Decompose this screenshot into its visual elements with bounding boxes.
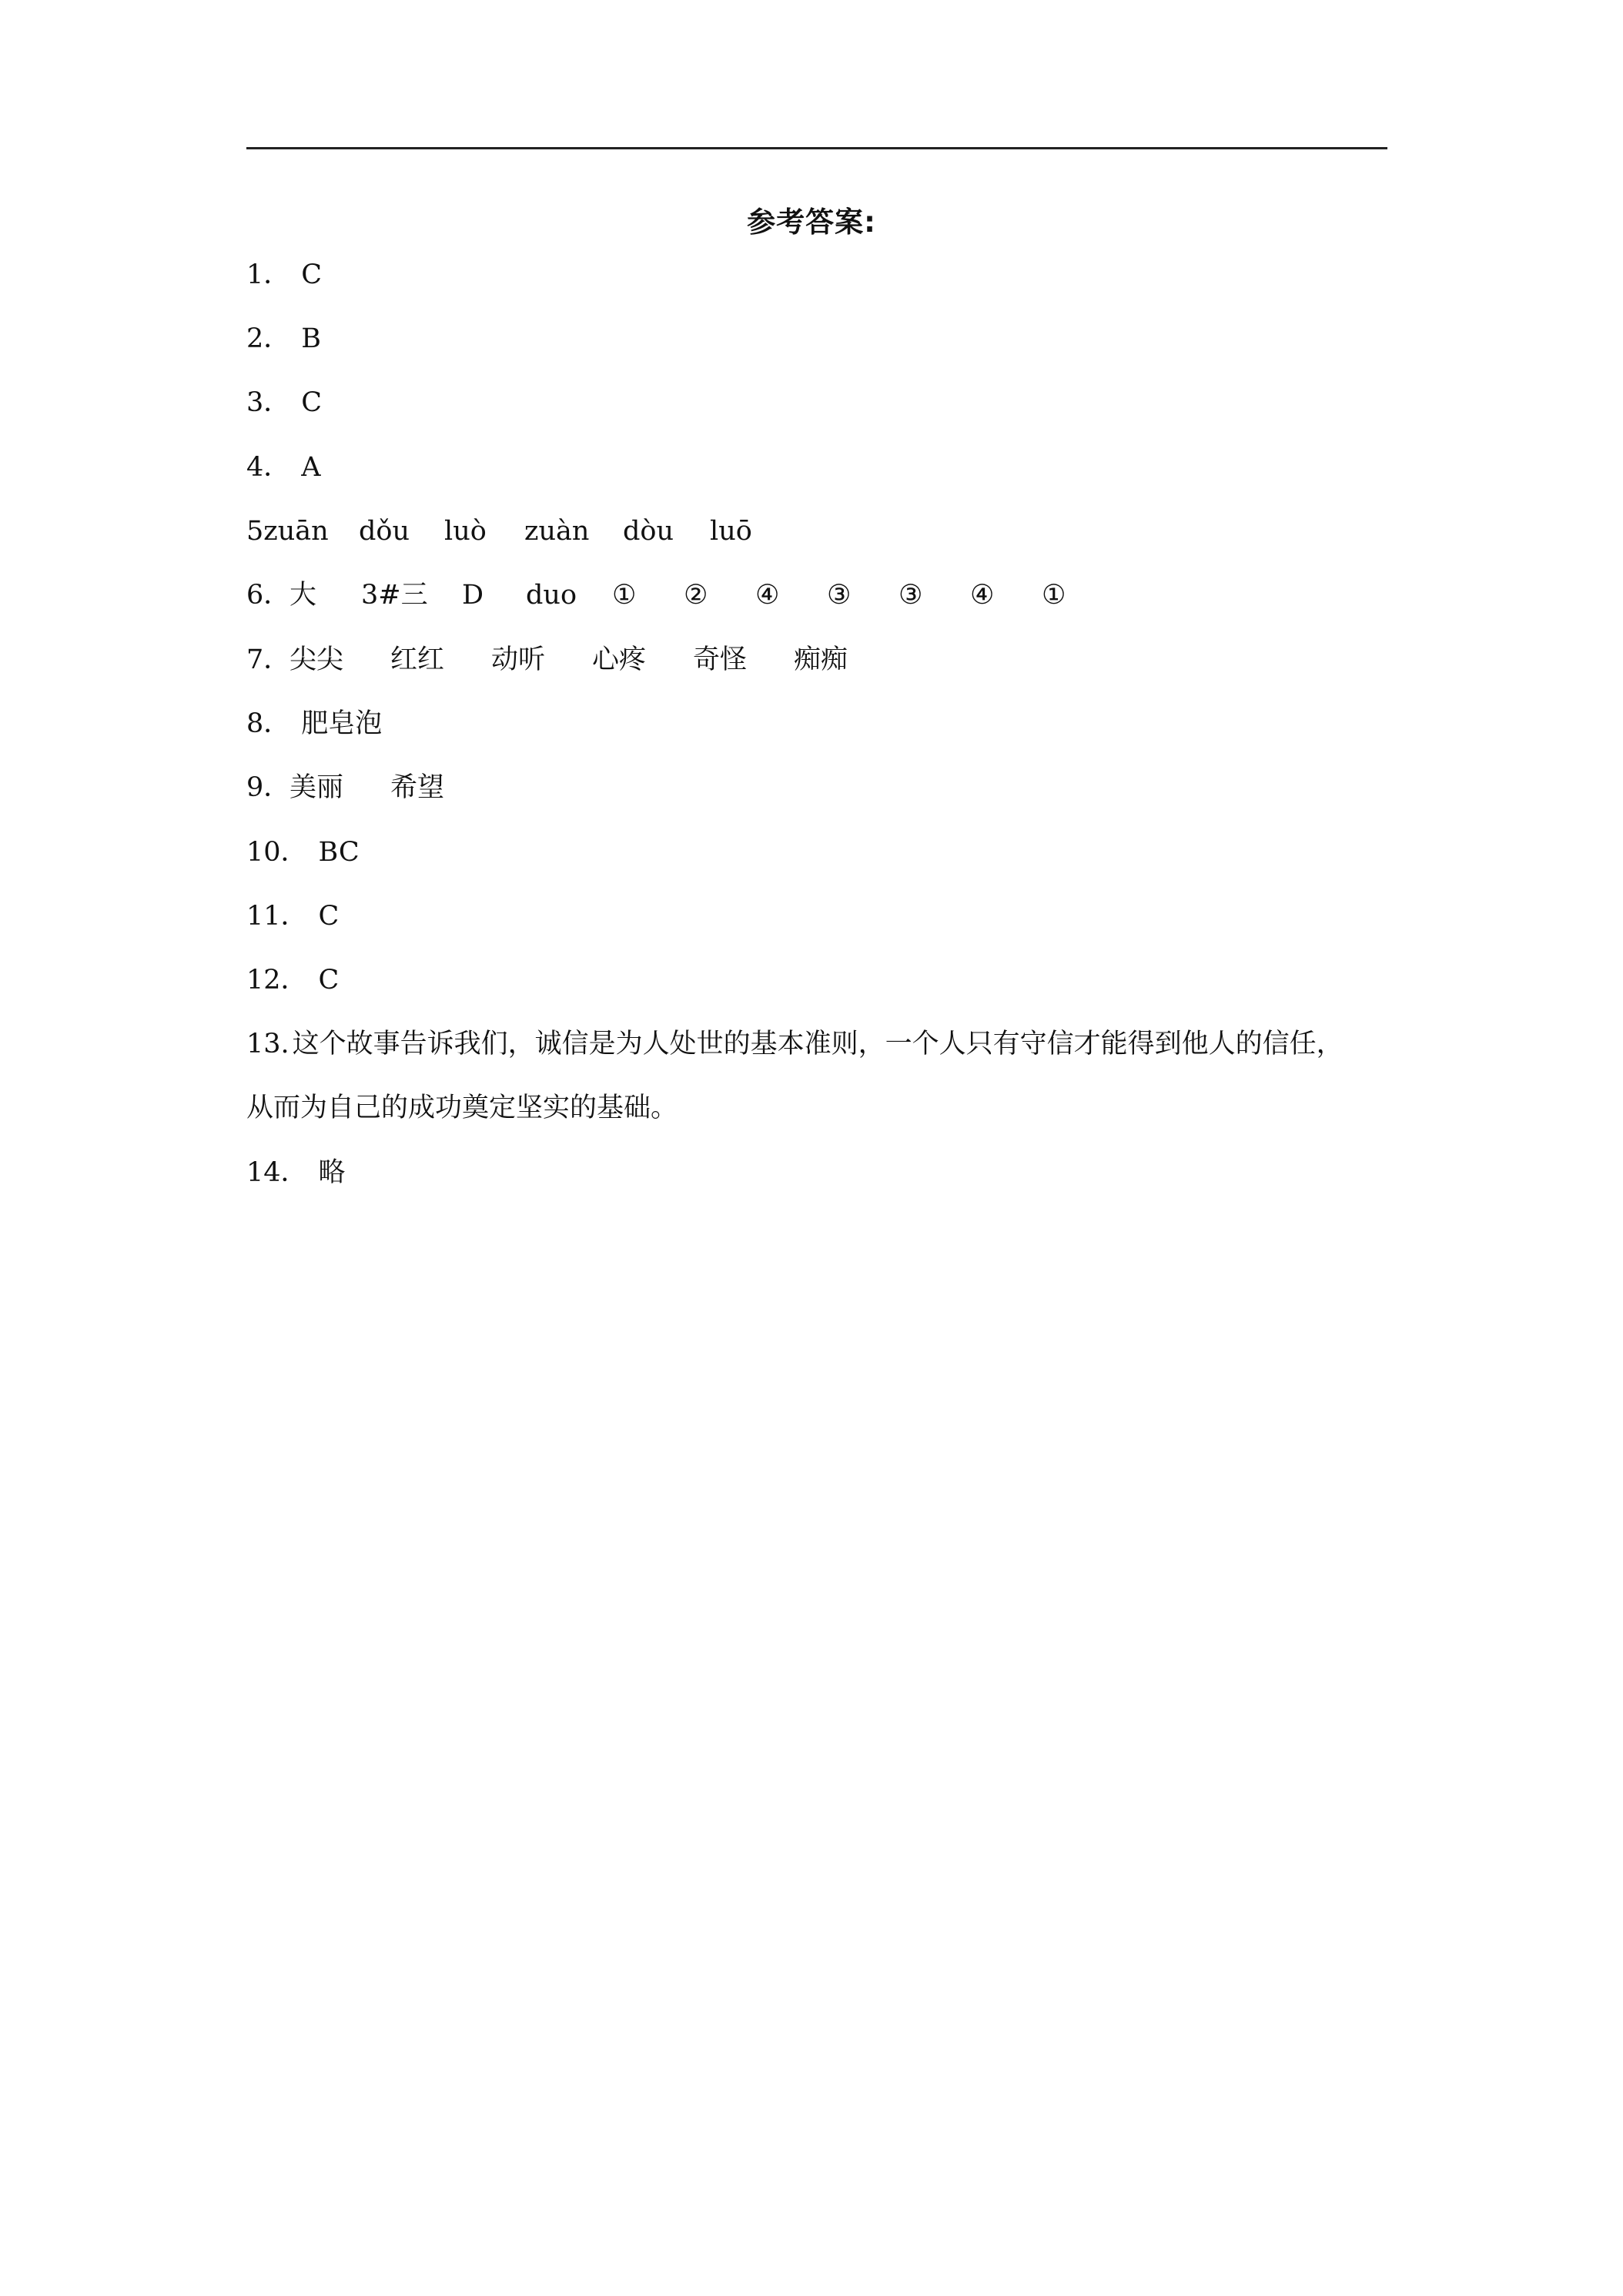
- answer-token: ③: [899, 580, 923, 611]
- answer-number: 6．: [246, 580, 291, 611]
- answer-token: 奇怪: [693, 644, 748, 675]
- answer-token: 希望: [390, 772, 445, 803]
- answer-number: 12．: [246, 965, 308, 996]
- answer-number: 1．: [246, 259, 291, 290]
- pinyin-token: luò: [444, 516, 487, 547]
- answer-token: 动听: [491, 644, 546, 675]
- answer-token: 心疼: [592, 644, 647, 675]
- answer-text: C: [301, 387, 323, 418]
- answer-text-line-1: 这个故事告诉我们，诚信是为人处世的基本准则，一个人只有守信才能得到他人的信任，: [292, 1029, 1344, 1059]
- answer-text: A: [301, 452, 321, 483]
- pinyin-token: 5zuān: [246, 516, 329, 547]
- page-title: 参考答案:: [747, 206, 876, 239]
- answer-text: C: [318, 901, 340, 932]
- answer-token: 大: [289, 580, 317, 611]
- pinyin-token: zuàn: [524, 516, 590, 547]
- answer-number: 8．: [246, 708, 291, 739]
- answer-number: 2．: [246, 323, 291, 354]
- answer-token: ③: [827, 580, 852, 611]
- answer-number: 11．: [246, 901, 308, 932]
- answer-8: [246, 708, 382, 740]
- answer-token: ①: [1042, 580, 1066, 611]
- answer-token: 尖尖: [289, 644, 344, 675]
- answer-text: 略: [318, 1157, 346, 1188]
- answer-text-line-2: 从而为自己的成功奠定坚实的基础。: [246, 1093, 678, 1123]
- answer-2: [246, 323, 321, 355]
- pinyin-token: dòu: [623, 516, 674, 547]
- answer-text: BC: [318, 837, 360, 868]
- answer-token: D: [462, 580, 484, 611]
- answer-token: ④: [755, 580, 780, 611]
- answer-token: 3#三: [361, 580, 428, 611]
- answer-number: 7．: [246, 644, 291, 675]
- answer-token: duo: [526, 580, 577, 611]
- answer-number: 3．: [246, 387, 291, 418]
- answer-1: [246, 259, 322, 291]
- answer-text: C: [318, 965, 340, 996]
- answer-token: 痴痴: [794, 644, 848, 675]
- pinyin-token: dǒu: [359, 516, 410, 547]
- answer-number: 14．: [246, 1157, 308, 1188]
- answer-14: [246, 1156, 346, 1189]
- answer-text: 肥皂泡: [301, 708, 383, 739]
- answer-text: C: [301, 259, 323, 290]
- answer-number: 4．: [246, 452, 291, 483]
- answer-4: [246, 451, 321, 484]
- pinyin-token: luō: [710, 516, 752, 547]
- answer-token: 美丽: [289, 772, 344, 803]
- answer-token: ②: [684, 580, 708, 611]
- answer-12: [246, 964, 339, 996]
- answer-3: [246, 387, 322, 419]
- answer-11: [246, 900, 339, 932]
- answer-token: 红红: [390, 644, 445, 675]
- answer-13-continued: [246, 1092, 678, 1124]
- answer-10: [246, 836, 360, 869]
- answer-13: [246, 1028, 1344, 1060]
- answer-token: ①: [612, 580, 637, 611]
- answer-text: B: [301, 323, 322, 354]
- answer-number: 9．: [246, 772, 291, 803]
- answer-number: 13.: [246, 1029, 289, 1059]
- answer-number: 10．: [246, 837, 308, 868]
- answer-token: ④: [970, 580, 995, 611]
- header-rule: [246, 147, 1387, 149]
